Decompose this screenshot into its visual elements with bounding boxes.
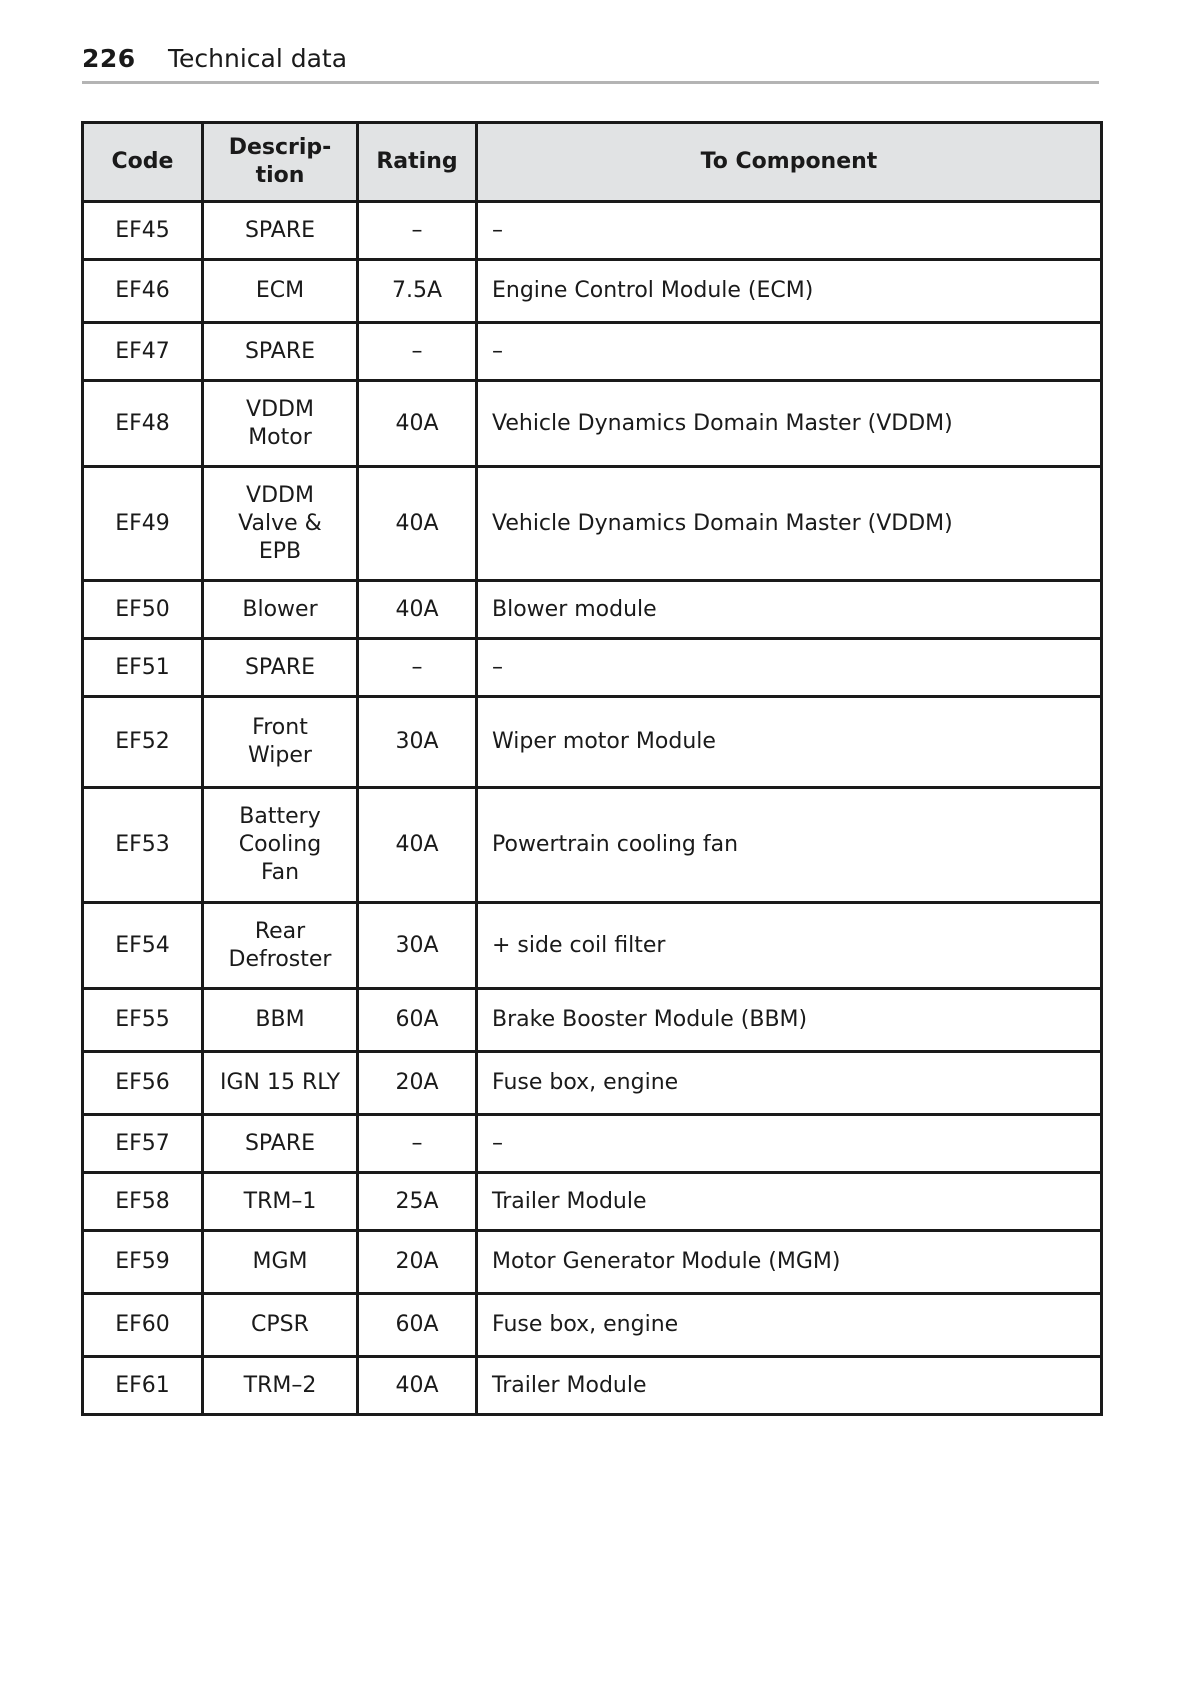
page-number: 226 <box>82 44 136 73</box>
fuse-component: Blower module <box>477 581 1102 639</box>
fuse-component: Wiper motor Module <box>477 697 1102 788</box>
fuse-rating: 20A <box>358 1231 477 1294</box>
fuse-description: ECM <box>203 260 358 323</box>
fuse-component: – <box>477 202 1102 260</box>
table-row <box>83 381 1102 467</box>
fuse-component: Fuse box, engine <box>477 1052 1102 1115</box>
table-row <box>83 1231 1102 1294</box>
fuse-code: EF48 <box>83 381 203 467</box>
fuse-rating: – <box>358 1115 477 1173</box>
table-row <box>83 1357 1102 1415</box>
table-row <box>83 467 1102 581</box>
fuse-table-header <box>83 123 1102 202</box>
header-row <box>83 123 1102 202</box>
fuse-component: – <box>477 323 1102 381</box>
fuse-rating: 7.5A <box>358 260 477 323</box>
fuse-rating: – <box>358 323 477 381</box>
fuse-component: Vehicle Dynamics Domain Master (VDDM) <box>477 467 1102 581</box>
fuse-description: SPARE <box>203 1115 358 1173</box>
fuse-description: Front Wiper <box>203 697 358 788</box>
fuse-code: EF50 <box>83 581 203 639</box>
fuse-component: Motor Generator Module (MGM) <box>477 1231 1102 1294</box>
fuse-rating: – <box>358 639 477 697</box>
fuse-rating: – <box>358 202 477 260</box>
fuse-description: SPARE <box>203 639 358 697</box>
fuse-code: EF56 <box>83 1052 203 1115</box>
fuse-description: MGM <box>203 1231 358 1294</box>
table-row <box>83 260 1102 323</box>
fuse-rating: 40A <box>358 581 477 639</box>
fuse-rating: 40A <box>358 788 477 903</box>
fuse-table-body <box>83 202 1102 1415</box>
fuse-description: VDDM Valve & EPB <box>203 467 358 581</box>
fuse-rating: 20A <box>358 1052 477 1115</box>
table-row <box>83 989 1102 1052</box>
fuse-code: EF46 <box>83 260 203 323</box>
fuse-description: VDDM Motor <box>203 381 358 467</box>
fuse-rating: 60A <box>358 1294 477 1357</box>
fuse-code: EF60 <box>83 1294 203 1357</box>
fuse-table <box>81 121 1103 1416</box>
fuse-rating: 25A <box>358 1173 477 1231</box>
table-row <box>83 639 1102 697</box>
fuse-component: Fuse box, engine <box>477 1294 1102 1357</box>
fuse-code: EF53 <box>83 788 203 903</box>
table-row <box>83 323 1102 381</box>
fuse-component: Trailer Module <box>477 1357 1102 1415</box>
fuse-code: EF58 <box>83 1173 203 1231</box>
fuse-rating: 40A <box>358 381 477 467</box>
fuse-description: Blower <box>203 581 358 639</box>
fuse-code: EF55 <box>83 989 203 1052</box>
fuse-component: Engine Control Module (ECM) <box>477 260 1102 323</box>
fuse-description: TRM–1 <box>203 1173 358 1231</box>
fuse-component: Vehicle Dynamics Domain Master (VDDM) <box>477 381 1102 467</box>
section-title: Technical data <box>168 44 348 73</box>
column-header-code: Code <box>83 123 203 202</box>
fuse-code: EF52 <box>83 697 203 788</box>
fuse-code: EF57 <box>83 1115 203 1173</box>
table-row <box>83 202 1102 260</box>
page-header <box>82 42 1099 84</box>
fuse-code: EF51 <box>83 639 203 697</box>
table-row <box>83 697 1102 788</box>
fuse-rating: 30A <box>358 903 477 989</box>
fuse-component: Brake Booster Module (BBM) <box>477 989 1102 1052</box>
column-header-rating: Rating <box>358 123 477 202</box>
fuse-rating: 40A <box>358 467 477 581</box>
fuse-rating: 60A <box>358 989 477 1052</box>
table-row <box>83 1115 1102 1173</box>
table-row <box>83 788 1102 903</box>
fuse-code: EF59 <box>83 1231 203 1294</box>
fuse-component: – <box>477 639 1102 697</box>
fuse-component: Powertrain cooling fan <box>477 788 1102 903</box>
fuse-code: EF45 <box>83 202 203 260</box>
fuse-component: – <box>477 1115 1102 1173</box>
fuse-description: SPARE <box>203 323 358 381</box>
table-row <box>83 1052 1102 1115</box>
fuse-description: IGN 15 RLY <box>203 1052 358 1115</box>
column-header-description: Descrip- tion <box>203 123 358 202</box>
fuse-description: TRM–2 <box>203 1357 358 1415</box>
fuse-component: Trailer Module <box>477 1173 1102 1231</box>
table-row <box>83 581 1102 639</box>
fuse-code: EF61 <box>83 1357 203 1415</box>
fuse-code: EF47 <box>83 323 203 381</box>
fuse-component: + side coil filter <box>477 903 1102 989</box>
table-row <box>83 1294 1102 1357</box>
fuse-description: CPSR <box>203 1294 358 1357</box>
fuse-description: Rear Defroster <box>203 903 358 989</box>
fuse-description: SPARE <box>203 202 358 260</box>
column-header-component: To Component <box>477 123 1102 202</box>
fuse-rating: 40A <box>358 1357 477 1415</box>
fuse-code: EF49 <box>83 467 203 581</box>
table-row <box>83 903 1102 989</box>
table-row <box>83 1173 1102 1231</box>
fuse-description: Battery Cooling Fan <box>203 788 358 903</box>
fuse-rating: 30A <box>358 697 477 788</box>
fuse-description: BBM <box>203 989 358 1052</box>
fuse-code: EF54 <box>83 903 203 989</box>
